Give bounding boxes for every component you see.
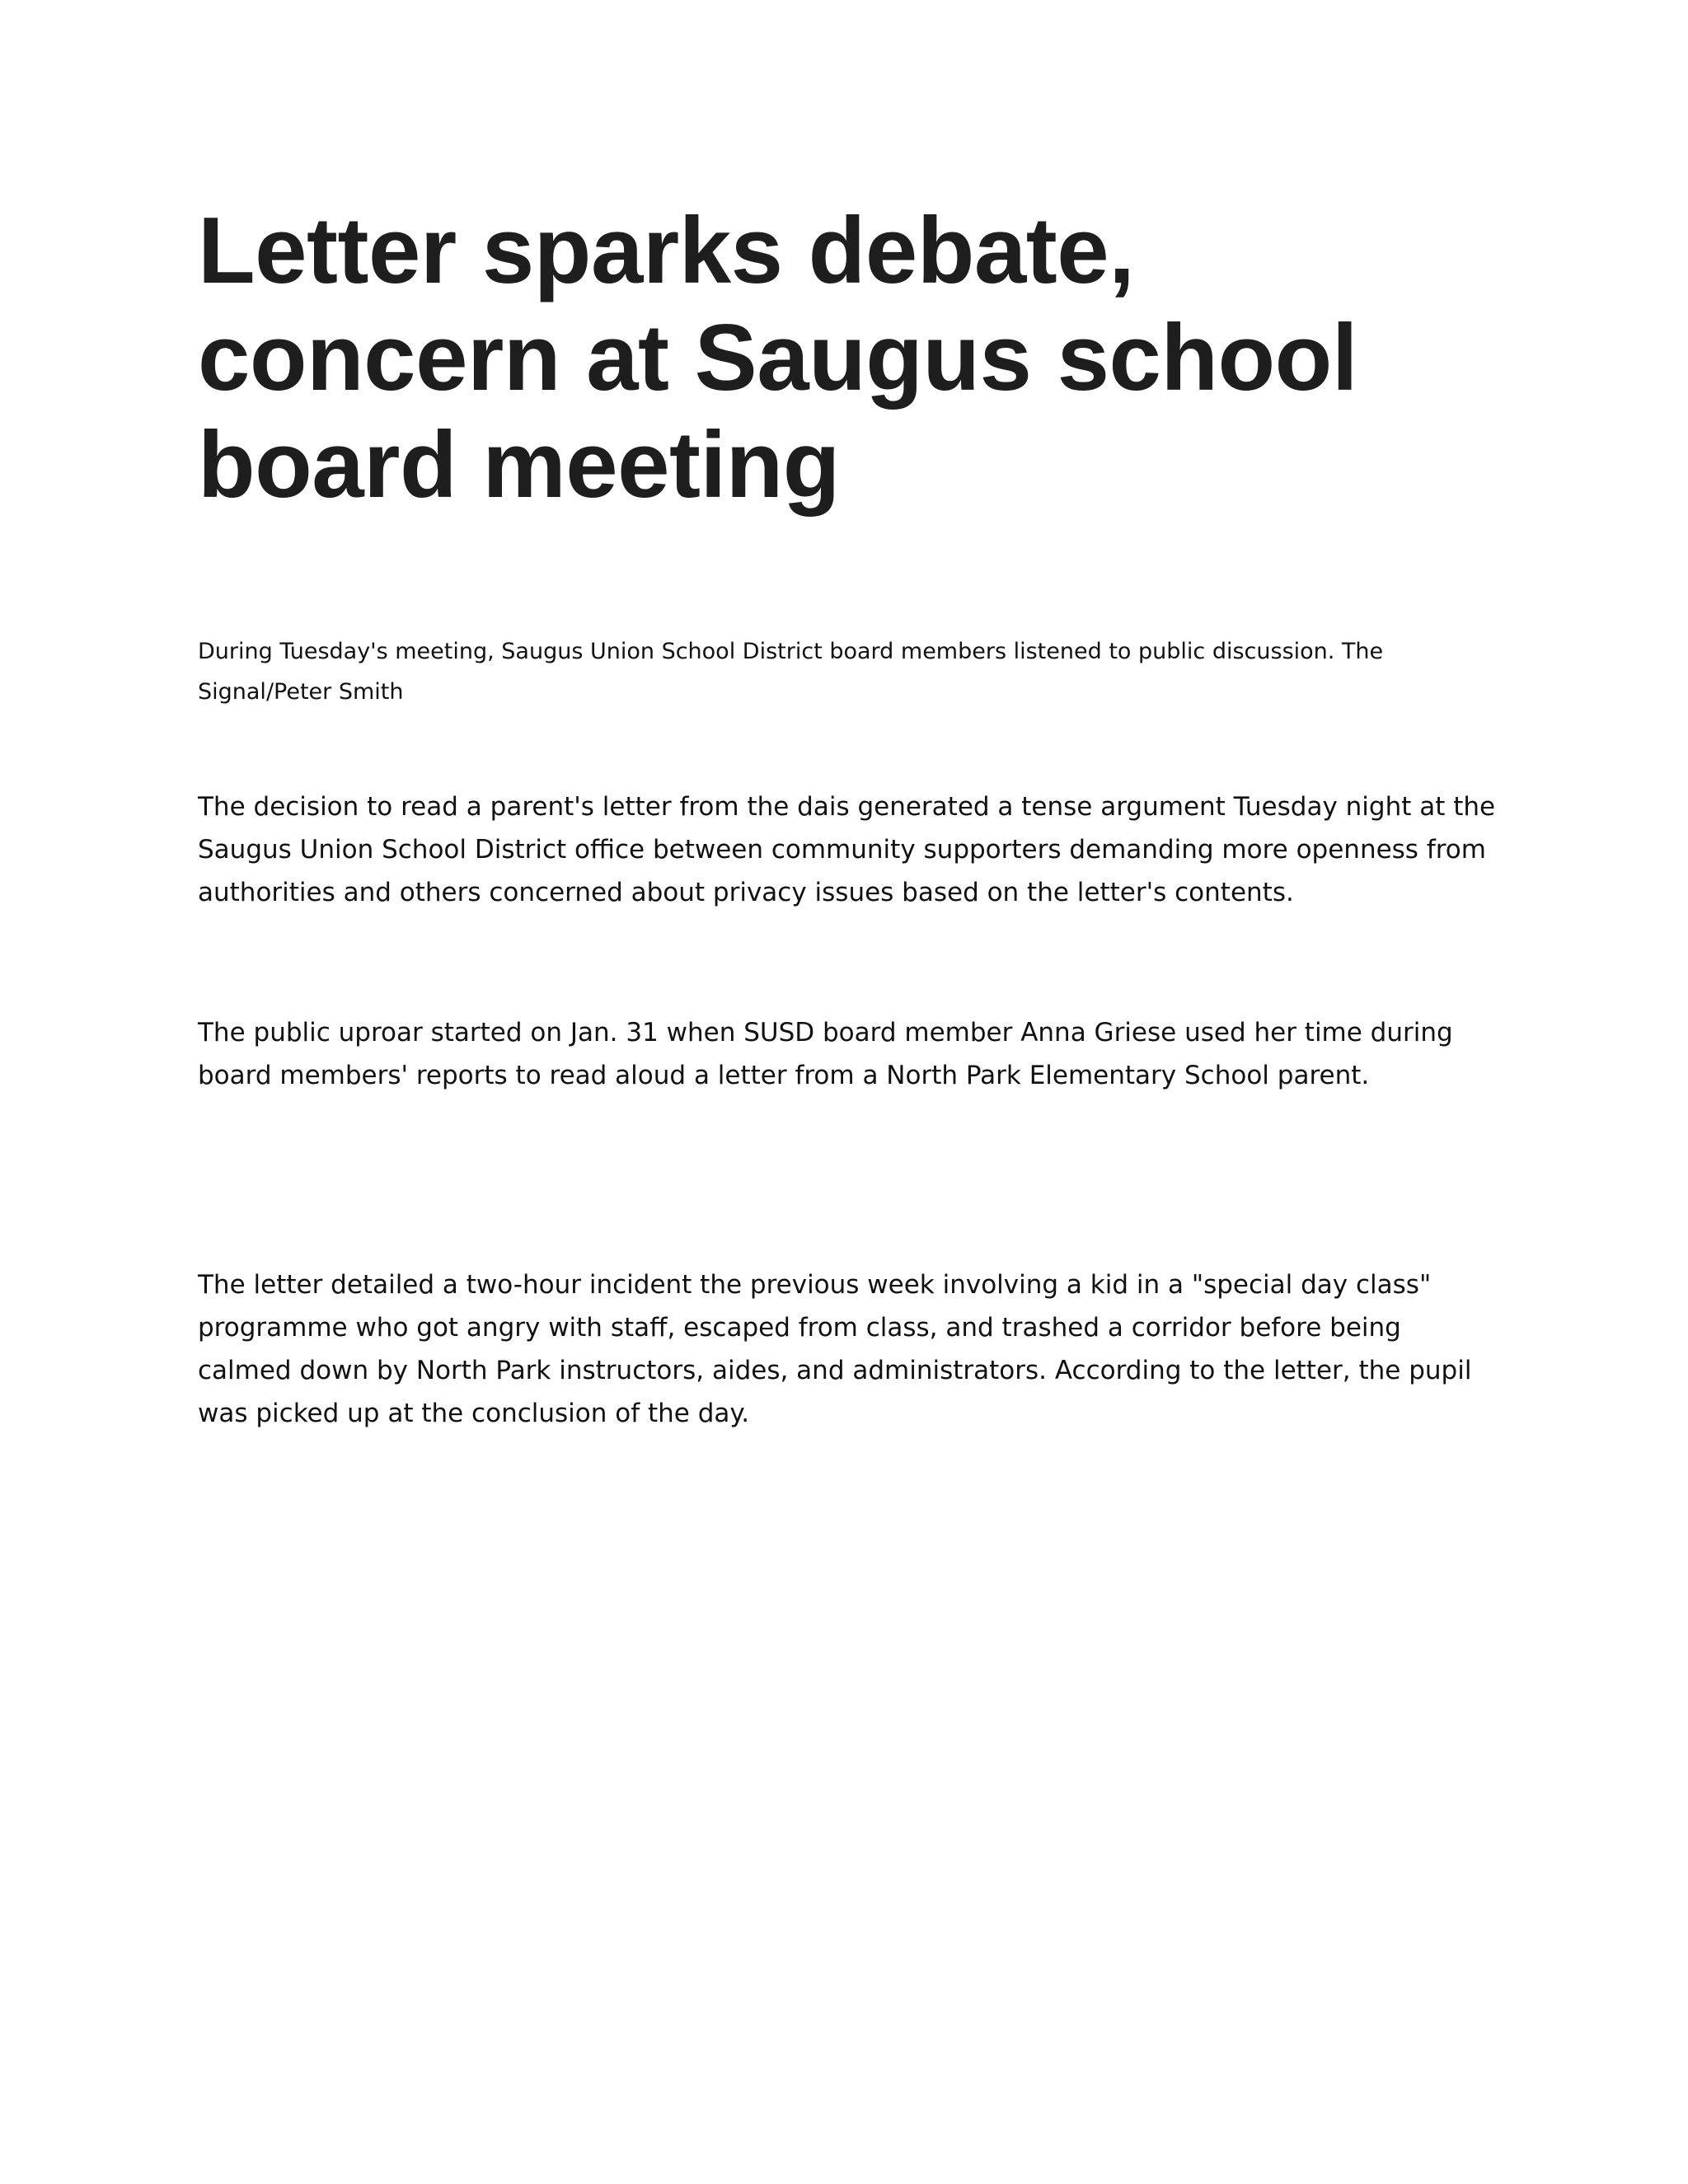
article-paragraph-3: The letter detailed a two-hour incident the previous week involving a kid in a "special day class" programme who got angry with staff, escaped from class, and trashed a corridor before being calmed down by North Park instructors, aides, and administrators. According to the letter, the pupil was picked up at the conclusion of the day.	[198, 1270, 1472, 1428]
article	[198, 198, 1500, 1428]
photo-caption: During Tuesday's meeting, Saugus Union School District board members listened to public discussion. The Signal/Peter Smith	[198, 639, 1384, 705]
article-paragraph-2: The public uproar started on Jan. 31 when SUSD board member Anna Griese used her time during board members' reports to read aloud a letter from a North Park Elementary School parent.	[198, 1018, 1453, 1090]
article-paragraph-1: The decision to read a parent's letter from the dais generated a tense argument Tuesday night at the Saugus Union School District office between community supporters demanding more openness from authorities and others concerned about privacy issues based on the letter's contents.	[198, 792, 1496, 907]
article-headline: Letter sparks debate, concern at Saugus school board meeting	[198, 199, 1357, 518]
